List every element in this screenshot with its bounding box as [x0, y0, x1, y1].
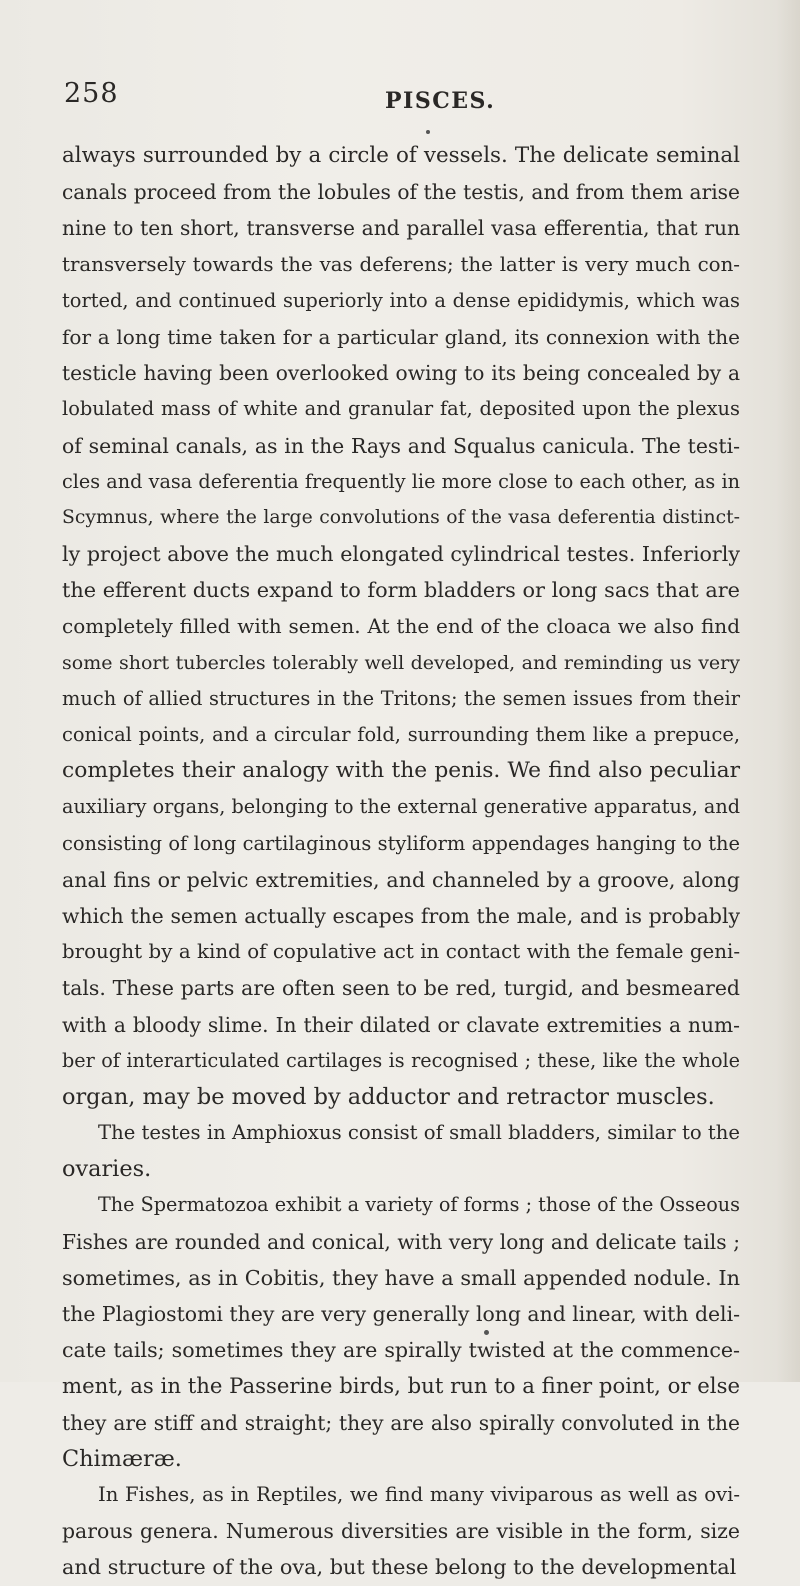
text-line: the efferent ducts expand to form bladders or long sacs that are [62, 578, 740, 603]
ink-speck [484, 1330, 489, 1335]
text-line: In Fishes, as in Reptiles, we find many viviparous as well as ovi- [98, 1482, 740, 1506]
text-line: anal fins or pelvic extremities, and channeled by a groove, along [62, 867, 740, 892]
text-line: the Plagiostomi they are very generally long and linear, with deli- [62, 1302, 740, 1326]
text-line: nine to ten short, transverse and parallel vasa efferentia, that run [62, 216, 740, 241]
text-line: conical points, and a circular fold, surrounding them like a prepuce, [62, 723, 740, 746]
text-line: Scymnus, where the large convolutions of the vasa deferentia distinct- [62, 506, 740, 528]
text-line: parous genera. Numerous diversities are visible in the form, size [62, 1519, 740, 1544]
text-line: for a long time taken for a particular gland, its connexion with the [62, 324, 740, 349]
running-head [0, 78, 800, 118]
text-line: cles and vasa deferentia frequently lie more close to each other, as in [62, 469, 740, 493]
text-line: some short tubercles tolerably well developed, and reminding us very [62, 651, 740, 674]
text-line: sometimes, as in Cobitis, they have a small appended nodule. In [62, 1265, 740, 1290]
text-line: of seminal canals, as in the Rays and Squalus canicula. The testi- [62, 433, 740, 458]
text-line: lobulated mass of white and granular fat, deposited upon the plexus [62, 397, 740, 421]
text-line: and structure of the ova, but these belong to the developmental [62, 1555, 737, 1580]
text-line: torted, and continued superiorly into a dense epididymis, which was [62, 288, 740, 312]
page-number: 258 [64, 78, 119, 109]
text-line: much of allied structures in the Tritons; the semen issues from their [62, 686, 740, 710]
text-line: transversely towards the vas deferens; the latter is very much con- [62, 252, 740, 276]
text-line: auxiliary organs, belonging to the external generative apparatus, and [62, 795, 740, 819]
text-line: brought by a kind of copulative act in contact with the female geni- [62, 940, 740, 964]
text-line: always surrounded by a circle of vessels. The delicate seminal [62, 143, 740, 168]
text-line: The testes in Amphioxus consist of small bladders, similar to the [98, 1121, 740, 1145]
text-line: Chimæræ. [62, 1445, 182, 1472]
ink-speck [426, 130, 430, 134]
text-line: ovaries. [62, 1156, 152, 1183]
text-line: ly project above the much elongated cylindrical testes. Inferiorly [62, 542, 740, 567]
text-line: consisting of long cartilaginous styliform appendages hanging to the [62, 831, 740, 855]
text-line: organ, may be moved by adductor and retractor muscles. [62, 1083, 715, 1110]
text-line: ment, as in the Passerine birds, but run to a finer point, or else [62, 1373, 740, 1399]
text-line: testicle having been overlooked owing to its being concealed by a [62, 361, 740, 386]
text-line: cate tails; sometimes they are spirally twisted at the commence- [62, 1338, 740, 1363]
text-line: they are stiff and straight; they are also spirally convoluted in the [62, 1410, 740, 1435]
running-title: PISCES. [385, 88, 496, 114]
text-line: The Spermatozoa exhibit a variety of forms ; those of the Osseous [98, 1193, 740, 1217]
text-line: completes their analogy with the penis. We find also peculiar [62, 758, 740, 784]
text-line: with a bloody slime. In their dilated or clavate extremities a num- [62, 1012, 740, 1037]
text-line: canals proceed from the lobules of the testis, and from them arise [62, 180, 740, 205]
text-line: which the semen actually escapes from the male, and is probably [62, 903, 740, 928]
text-line: tals. These parts are often seen to be red, turgid, and besmeared [62, 976, 740, 1001]
text-line: Fishes are rounded and conical, with very long and delicate tails ; [62, 1229, 740, 1254]
text-line: completely filled with semen. At the end of the cloaca we also find [62, 614, 740, 639]
body-text [62, 138, 740, 1586]
text-line: ber of interarticulated cartilages is recognised ; these, like the whole [62, 1048, 740, 1072]
